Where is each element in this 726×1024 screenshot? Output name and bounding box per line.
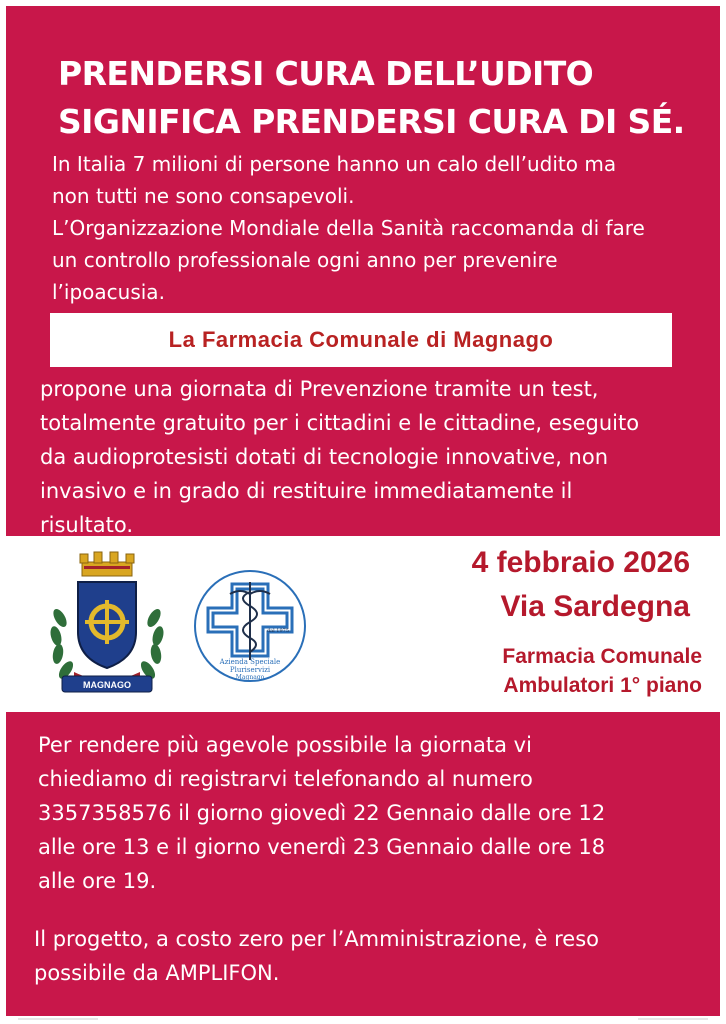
intro-line-4: un controllo professionale ogni anno per prevenire [52,248,558,272]
sponsor-line-2: possibile da AMPLIFON. [34,961,280,985]
asp-line-2: Pluriservizi [229,666,271,674]
registration-line-3: 3357358576 il giorno giovedì 22 Gennaio dalle ore 12 [38,801,606,825]
pharmacy-name: La Farmacia Comunale di Magnago [168,327,554,352]
registration-line-1: Per rendere più agevole possibile la giornata vi [38,733,532,757]
event-floor: Ambulatori 1° piano [503,674,702,697]
sponsor-line-1: Il progetto, a costo zero per l’Amministrazione, è reso [34,927,600,951]
headline-line-2: SIGNIFICA PRENDERSI CURA DI SÉ. [58,102,685,141]
pharmacy-name-box [50,313,672,367]
proposal-line-4: invasivo e in grado di restituire immediatamente il [40,479,573,503]
coat-of-arms-icon [44,548,170,698]
event-place: Farmacia Comunale [502,645,702,668]
registration-line-4: alle ore 13 e il giorno venerdì 23 Gennaio dalle ore 18 [38,835,606,859]
asp-since-label: dal 1975 [266,628,290,634]
top-panel [6,6,720,536]
proposal-line-3: da audioprotesisti dotati di tecnologie innovative, non [40,445,609,469]
intro-line-3: L’Organizzazione Mondiale della Sanità raccomanda di fare [52,216,645,240]
proposal-line-5: risultato. [40,513,134,537]
registration-line-2: chiediamo di registrarvi telefonando al numero [38,767,533,791]
asp-line-1: Azienda Speciale [219,658,281,666]
registration-line-5: alle ore 19. [38,869,157,893]
print-marks-strip [18,1018,708,1020]
crest-banner-label: MAGNAGO [83,680,131,690]
headline-line-1: PRENDERSI CURA DELL’UDITO [58,54,594,93]
asp-line-3: Magnago [235,674,265,681]
proposal-line-2: totalmente gratuito per i cittadini e le cittadine, eseguito [40,411,640,435]
intro-line-2: non tutti ne sono consapevoli. [52,184,355,208]
intro-line-5: l’ipoacusia. [52,280,165,304]
bottom-panel [6,712,720,1016]
event-street: Via Sardegna [500,590,690,623]
proposal-line-1: propone una giornata di Prevenzione tramite un test, [40,377,599,401]
caduceus-cross-icon [192,568,308,684]
event-date: 4 febbraio 2026 [471,546,690,579]
intro-line-1: In Italia 7 milioni di persone hanno un calo dell’udito ma [52,152,617,176]
